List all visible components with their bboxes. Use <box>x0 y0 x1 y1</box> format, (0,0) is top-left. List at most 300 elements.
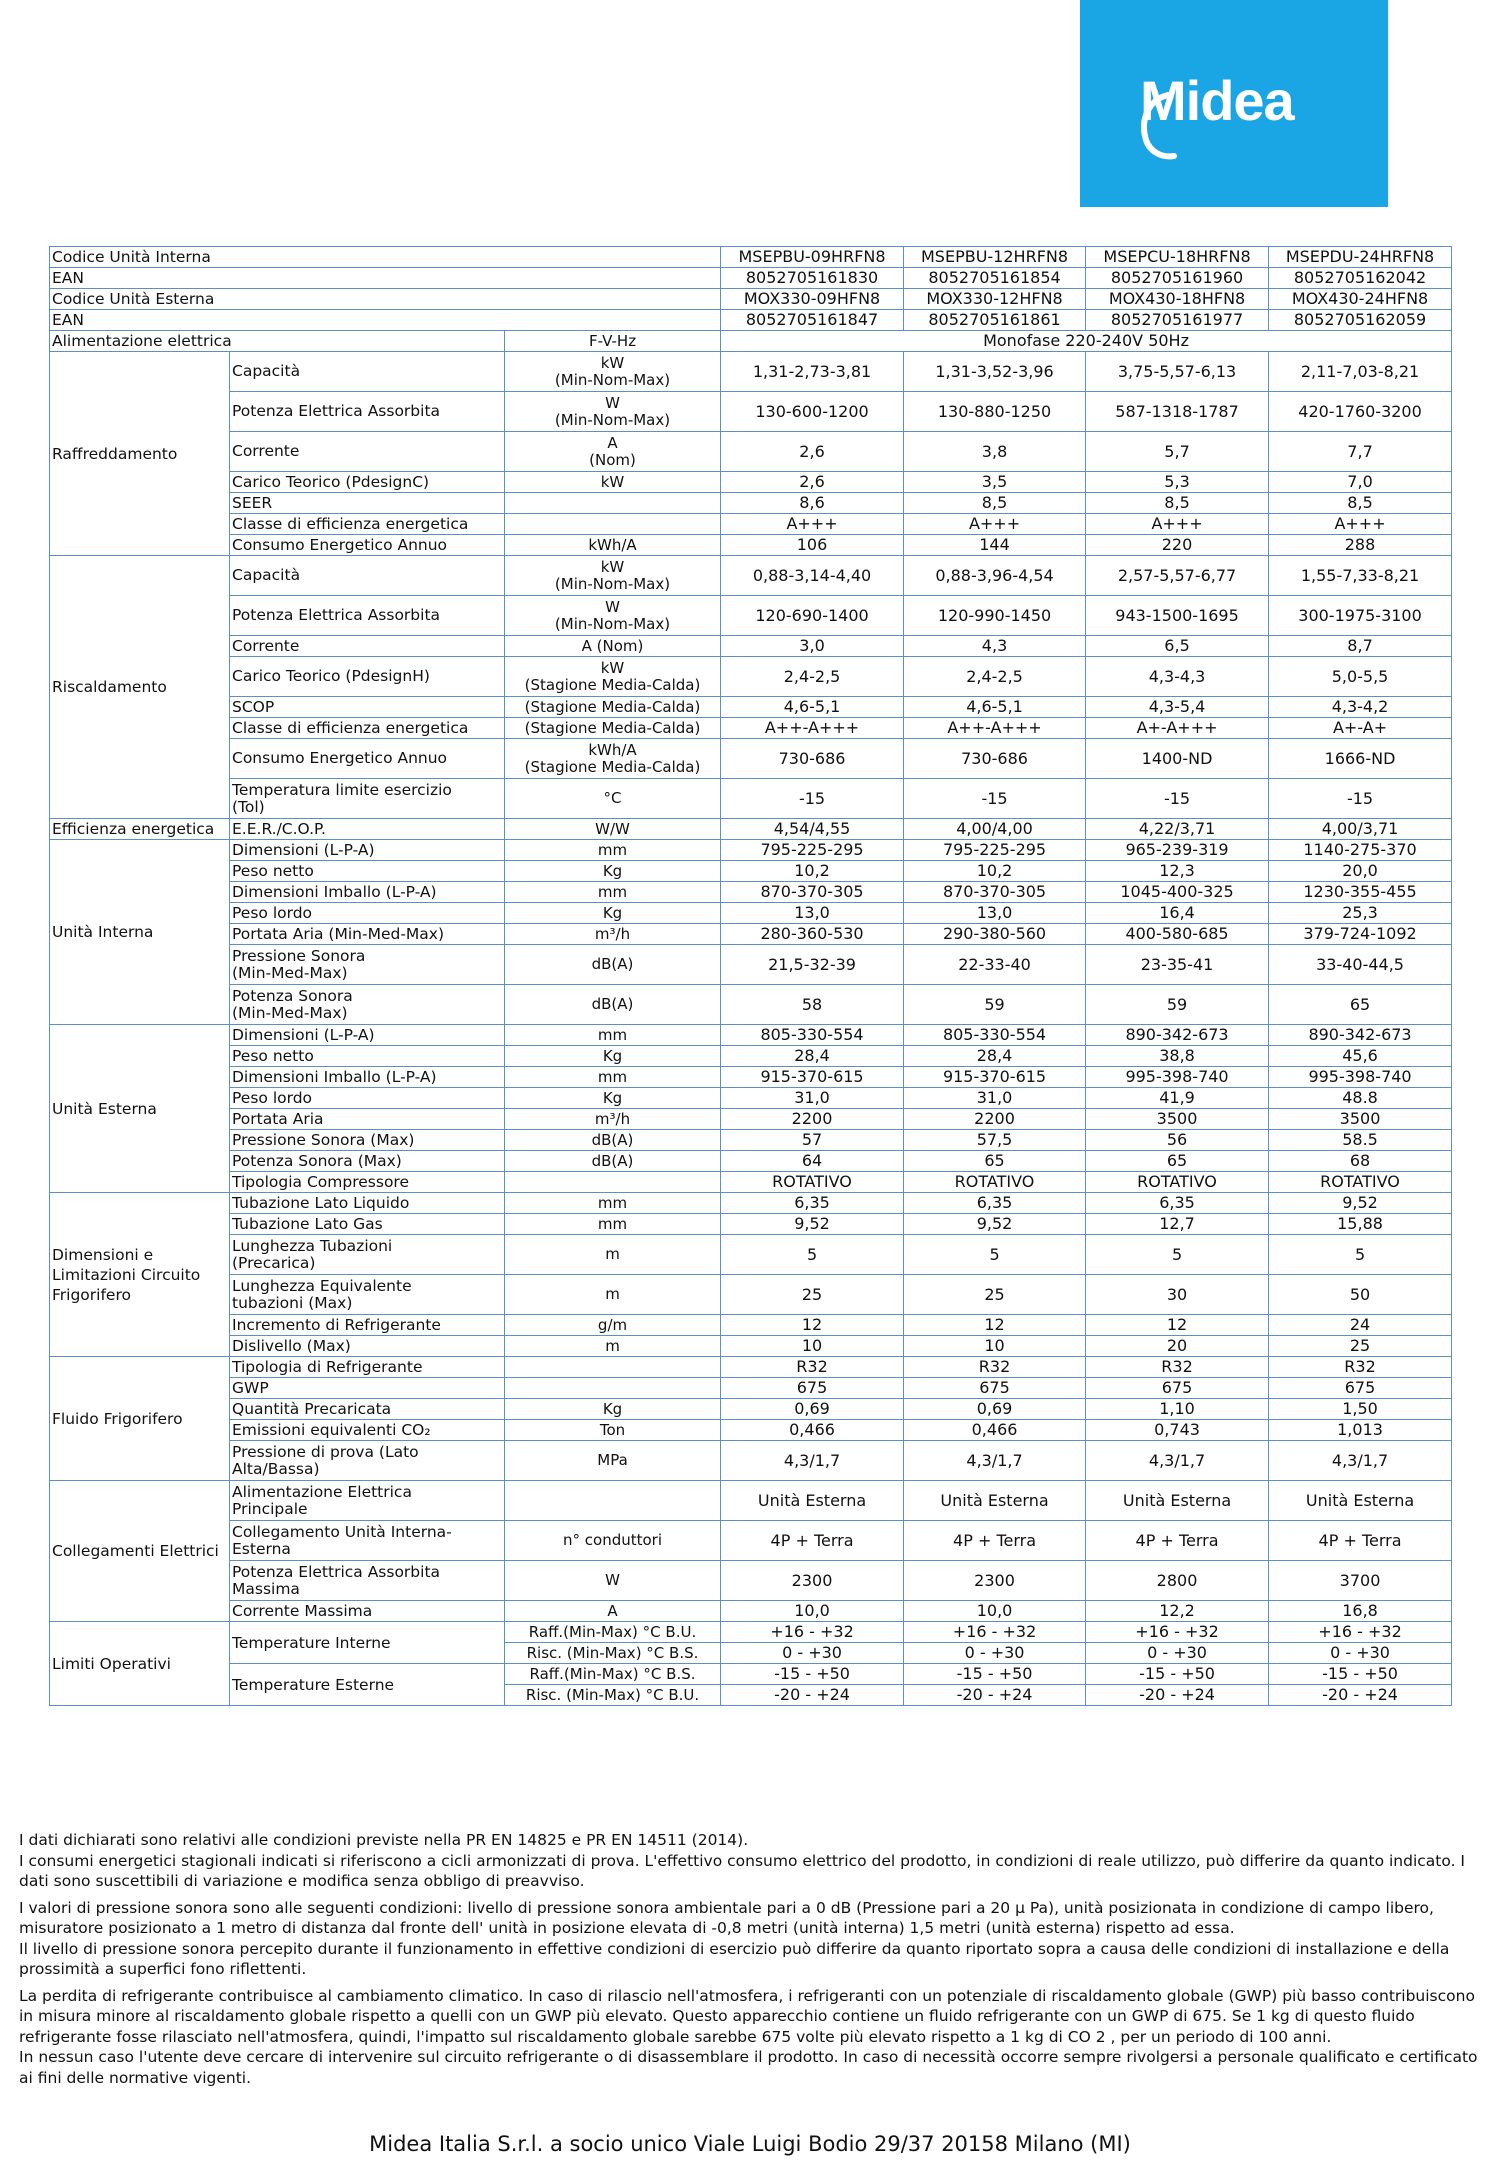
value-cell: 8052705161847 <box>721 310 904 331</box>
value-cell: -15 <box>1086 779 1269 819</box>
value-cell: 915-370-615 <box>904 1067 1086 1088</box>
table-row <box>50 1315 1452 1336</box>
value-cell: 22-33-40 <box>904 945 1086 985</box>
value-cell: -20 - +24 <box>721 1685 904 1706</box>
unit-cell: dB(A) <box>505 985 721 1025</box>
spec-table <box>49 246 1452 1706</box>
value-cell: 68 <box>1269 1151 1452 1172</box>
power-supply-label: Alimentazione elettrica <box>50 331 505 352</box>
value-cell: 420-1760-3200 <box>1269 392 1452 432</box>
value-cell: 1,50 <box>1269 1399 1452 1420</box>
value-cell: 130-880-1250 <box>904 392 1086 432</box>
unit-cell: °C <box>505 779 721 819</box>
value-cell: 12 <box>904 1315 1086 1336</box>
value-cell: 57 <box>721 1130 904 1151</box>
parameter-label: Dimensioni Imballo (L-P-A) <box>230 882 505 903</box>
unit-cell: Kg <box>505 1088 721 1109</box>
value-cell: -15 <box>721 779 904 819</box>
value-cell: 0,88-3,14-4,40 <box>721 556 904 596</box>
value-cell: 12 <box>1086 1315 1269 1336</box>
parameter-label: Pressione di prova (Lato Alta/Bassa) <box>230 1441 505 1481</box>
table-row <box>50 310 1452 331</box>
value-cell: MSEPDU-24HRFN8 <box>1269 247 1452 268</box>
unit-cell: W (Min-Nom-Max) <box>505 596 721 636</box>
value-cell: 870-370-305 <box>721 882 904 903</box>
parameter-label: Tipologia Compressore <box>230 1172 505 1193</box>
value-cell: 31,0 <box>721 1088 904 1109</box>
table-row <box>50 1336 1452 1357</box>
value-cell: MOX430-24HFN8 <box>1269 289 1452 310</box>
parameter-label: Dimensioni Imballo (L-P-A) <box>230 1067 505 1088</box>
parameter-label: Lunghezza Equivalente tubazioni (Max) <box>230 1275 505 1315</box>
table-row <box>50 739 1452 779</box>
value-cell: 25,3 <box>1269 903 1452 924</box>
value-cell: 943-1500-1695 <box>1086 596 1269 636</box>
value-cell: 4,3/1,7 <box>904 1441 1086 1481</box>
value-cell: 58.5 <box>1269 1130 1452 1151</box>
value-cell: A+-A+ <box>1269 718 1452 739</box>
parameter-label: Pressione Sonora (Min-Med-Max) <box>230 945 505 985</box>
value-cell: 4,3/1,7 <box>1269 1441 1452 1481</box>
unit-cell: n° conduttori <box>505 1521 721 1561</box>
value-cell: 9,52 <box>904 1214 1086 1235</box>
value-cell: 57,5 <box>904 1130 1086 1151</box>
value-cell: 5 <box>1269 1235 1452 1275</box>
parameter-label: Temperature Esterne <box>230 1664 505 1706</box>
unit-cell: W (Min-Nom-Max) <box>505 392 721 432</box>
unit-cell: dB(A) <box>505 945 721 985</box>
value-cell: 31,0 <box>904 1088 1086 1109</box>
table-row <box>50 1088 1452 1109</box>
value-cell: -20 - +24 <box>1269 1685 1452 1706</box>
parameter-label: Tubazione Lato Liquido <box>230 1193 505 1214</box>
parameter-label: SCOP <box>230 697 505 718</box>
unit-cell <box>505 1378 721 1399</box>
value-cell: 6,5 <box>1086 636 1269 657</box>
value-cell: 16,4 <box>1086 903 1269 924</box>
parameter-label: Corrente <box>230 636 505 657</box>
unit-cell: mm <box>505 1214 721 1235</box>
value-cell: -20 - +24 <box>1086 1685 1269 1706</box>
table-row <box>50 1046 1452 1067</box>
value-cell: A+++ <box>1086 514 1269 535</box>
table-row <box>50 697 1452 718</box>
value-cell: 300-1975-3100 <box>1269 596 1452 636</box>
value-cell: 48.8 <box>1269 1088 1452 1109</box>
unit-cell: Risc. (Min-Max) °C B.U. <box>505 1685 721 1706</box>
value-cell: 8052705161854 <box>904 268 1086 289</box>
value-cell: 65 <box>1269 985 1452 1025</box>
value-cell: 8052705161977 <box>1086 310 1269 331</box>
group-label: Unità Esterna <box>50 1025 230 1193</box>
value-cell: 675 <box>904 1378 1086 1399</box>
value-cell: 8,6 <box>721 493 904 514</box>
table-row <box>50 1399 1452 1420</box>
value-cell: 41,9 <box>1086 1088 1269 1109</box>
value-cell: 4,3 <box>904 636 1086 657</box>
value-cell: 7,7 <box>1269 432 1452 472</box>
value-cell: 0 - +30 <box>1269 1643 1452 1664</box>
value-cell: 675 <box>1086 1378 1269 1399</box>
value-cell: 1666-ND <box>1269 739 1452 779</box>
unit-cell: kW (Min-Nom-Max) <box>505 556 721 596</box>
value-cell: 13,0 <box>904 903 1086 924</box>
parameter-label: Classe di efficienza energetica <box>230 514 505 535</box>
unit-cell: kW <box>505 472 721 493</box>
parameter-label: Dimensioni (L-P-A) <box>230 1025 505 1046</box>
value-cell: 16,8 <box>1269 1601 1452 1622</box>
value-cell: ROTATIVO <box>1086 1172 1269 1193</box>
value-cell: 4,3-4,3 <box>1086 657 1269 697</box>
unit-cell: m <box>505 1275 721 1315</box>
table-row <box>50 392 1452 432</box>
unit-cell: W/W <box>505 819 721 840</box>
parameter-label: Corrente <box>230 432 505 472</box>
parameter-label: Temperatura limite esercizio (Tol) <box>230 779 505 819</box>
value-cell: 1,10 <box>1086 1399 1269 1420</box>
value-cell: 2800 <box>1086 1561 1269 1601</box>
parameter-label: Corrente Massima <box>230 1601 505 1622</box>
group-label: Riscaldamento <box>50 556 230 819</box>
value-cell: 288 <box>1269 535 1452 556</box>
value-cell: 65 <box>1086 1151 1269 1172</box>
table-row <box>50 1420 1452 1441</box>
group-label: Dimensioni e Limitazioni Circuito Frigorifero <box>50 1193 230 1357</box>
value-cell: 30 <box>1086 1275 1269 1315</box>
value-cell: 4,00/4,00 <box>904 819 1086 840</box>
value-cell: -15 <box>904 779 1086 819</box>
value-cell: MOX330-12HFN8 <box>904 289 1086 310</box>
value-cell: 0,466 <box>721 1420 904 1441</box>
table-row <box>50 1622 1452 1643</box>
table-row <box>50 1601 1452 1622</box>
unit-cell: Kg <box>505 1046 721 1067</box>
parameter-label: Potenza Elettrica Assorbita <box>230 596 505 636</box>
table-row <box>50 1130 1452 1151</box>
value-cell: 10 <box>904 1336 1086 1357</box>
spec-table-body <box>50 247 1452 1706</box>
value-cell: 220 <box>1086 535 1269 556</box>
footer-address: Midea Italia S.r.l. a socio unico Viale Luigi Bodio 29/37 20158 Milano (MI) <box>369 2132 1131 2156</box>
value-cell: 4P + Terra <box>904 1521 1086 1561</box>
value-cell: 400-580-685 <box>1086 924 1269 945</box>
table-row <box>50 657 1452 697</box>
value-cell: 1,013 <box>1269 1420 1452 1441</box>
value-cell: 50 <box>1269 1275 1452 1315</box>
value-cell: 12,3 <box>1086 861 1269 882</box>
value-cell: MSEPBU-09HRFN8 <box>721 247 904 268</box>
value-cell: 2200 <box>904 1109 1086 1130</box>
parameter-label: Peso lordo <box>230 903 505 924</box>
value-cell: 965-239-319 <box>1086 840 1269 861</box>
parameter-label: Dimensioni (L-P-A) <box>230 840 505 861</box>
unit-cell: A (Nom) <box>505 636 721 657</box>
value-cell: 675 <box>721 1378 904 1399</box>
value-cell: +16 - +32 <box>904 1622 1086 1643</box>
group-label: Collegamenti Elettrici <box>50 1481 230 1622</box>
table-row <box>50 636 1452 657</box>
value-cell: 59 <box>1086 985 1269 1025</box>
unit-cell: dB(A) <box>505 1151 721 1172</box>
value-cell: 8052705161830 <box>721 268 904 289</box>
parameter-label: Carico Teorico (PdesignC) <box>230 472 505 493</box>
value-cell: 45,6 <box>1269 1046 1452 1067</box>
value-cell: 995-398-740 <box>1269 1067 1452 1088</box>
parameter-label: Tipologia di Refrigerante <box>230 1357 505 1378</box>
table-row <box>50 945 1452 985</box>
parameter-label: Potenza Elettrica Assorbita <box>230 392 505 432</box>
value-cell: 33-40-44,5 <box>1269 945 1452 985</box>
value-cell: 4,6-5,1 <box>721 697 904 718</box>
value-cell: 890-342-673 <box>1086 1025 1269 1046</box>
table-row <box>50 1521 1452 1561</box>
value-cell: 2300 <box>904 1561 1086 1601</box>
value-cell: 5 <box>1086 1235 1269 1275</box>
group-label: Unità Interna <box>50 840 230 1025</box>
unit-cell: mm <box>505 840 721 861</box>
note-4: Il livello di pressione sonora percepito durante il funzionamento in effettive condizioni di esercizio può differire da quanto riportato sopra a causa delle condizioni di installazione e della prossimità a superfici fono riflettenti. <box>19 1939 1450 1978</box>
table-row <box>50 718 1452 739</box>
value-cell: 2300 <box>721 1561 904 1601</box>
value-cell: Unità Esterna <box>1086 1481 1269 1521</box>
unit-cell <box>505 1481 721 1521</box>
table-row <box>50 556 1452 596</box>
value-cell: ROTATIVO <box>721 1172 904 1193</box>
table-row <box>50 1275 1452 1315</box>
value-cell: 10,0 <box>904 1601 1086 1622</box>
unit-cell: mm <box>505 1025 721 1046</box>
value-cell: 9,52 <box>1269 1193 1452 1214</box>
parameter-label: Peso lordo <box>230 1088 505 1109</box>
value-cell: 1045-400-325 <box>1086 882 1269 903</box>
value-cell: Unità Esterna <box>1269 1481 1452 1521</box>
table-row <box>50 1481 1452 1521</box>
value-cell: 1,31-2,73-3,81 <box>721 352 904 392</box>
unit-cell: MPa <box>505 1441 721 1481</box>
value-cell: 8052705161960 <box>1086 268 1269 289</box>
table-row <box>50 432 1452 472</box>
parameter-label: Dislivello (Max) <box>230 1336 505 1357</box>
note-2: I consumi energetici stagionali indicati si riferiscono a cicli armonizzati di prova. L'effettivo consumo elettrico del prodotto, in condizioni di reale utilizzo, può differire da quanto indicato. I dati sono suscettibili di variazione e modifica senza obbligo di preavviso. <box>19 1851 1466 1890</box>
value-cell: -15 - +50 <box>1269 1664 1452 1685</box>
value-cell: 3,5 <box>904 472 1086 493</box>
unit-cell: Raff.(Min-Max) °C B.S. <box>505 1664 721 1685</box>
value-cell: 2,4-2,5 <box>904 657 1086 697</box>
unit-cell: Kg <box>505 1399 721 1420</box>
value-cell: +16 - +32 <box>721 1622 904 1643</box>
parameter-label: Potenza Sonora (Max) <box>230 1151 505 1172</box>
table-row <box>50 331 1452 352</box>
value-cell: MOX430-18HFN8 <box>1086 289 1269 310</box>
value-cell: 58 <box>721 985 904 1025</box>
table-row <box>50 924 1452 945</box>
value-cell: -15 - +50 <box>1086 1664 1269 1685</box>
value-cell: 280-360-530 <box>721 924 904 945</box>
unit-cell: dB(A) <box>505 1130 721 1151</box>
parameter-label: Peso netto <box>230 1046 505 1067</box>
value-cell: 4P + Terra <box>721 1521 904 1561</box>
unit-cell <box>505 1172 721 1193</box>
parameter-label: Tubazione Lato Gas <box>230 1214 505 1235</box>
unit-cell <box>505 493 721 514</box>
value-cell: 4,6-5,1 <box>904 697 1086 718</box>
value-cell: 15,88 <box>1269 1214 1452 1235</box>
value-cell: 8052705161861 <box>904 310 1086 331</box>
parameter-label: Consumo Energetico Annuo <box>230 739 505 779</box>
unit-cell: Ton <box>505 1420 721 1441</box>
value-cell: 1230-355-455 <box>1269 882 1452 903</box>
unit-cell: Risc. (Min-Max) °C B.S. <box>505 1643 721 1664</box>
table-row <box>50 535 1452 556</box>
unit-cell: (Stagione Media-Calda) <box>505 697 721 718</box>
value-cell: 12,2 <box>1086 1601 1269 1622</box>
note-3: I valori di pressione sonora sono alle seguenti condizioni: livello di pressione sonora ambientale pari a 0 dB (Pressione pari a 20 µ Pa), unità posizionata in condizione di campo libero, misuratore posizionato a 1 metro di distanza dal fronte dell' unità in posizione elevata di -0,8 metri (unità interna) 1,5 metri (unità esterna) rispetto ad essa. <box>19 1898 1434 1937</box>
value-cell: 4,3/1,7 <box>1086 1441 1269 1481</box>
value-cell: 795-225-295 <box>904 840 1086 861</box>
table-row <box>50 1172 1452 1193</box>
value-cell: 0,69 <box>721 1399 904 1420</box>
parameter-label: Portata Aria (Min-Med-Max) <box>230 924 505 945</box>
table-row <box>50 472 1452 493</box>
value-cell: 290-380-560 <box>904 924 1086 945</box>
value-cell: 4,54/4,55 <box>721 819 904 840</box>
value-cell: 21,5-32-39 <box>721 945 904 985</box>
value-cell: 0,466 <box>904 1420 1086 1441</box>
value-cell: 8,5 <box>1269 493 1452 514</box>
power-supply-value: Monofase 220-240V 50Hz <box>721 331 1452 352</box>
unit-cell: m <box>505 1336 721 1357</box>
value-cell: +16 - +32 <box>1269 1622 1452 1643</box>
table-row <box>50 882 1452 903</box>
unit-cell <box>505 514 721 535</box>
table-row <box>50 1664 1452 1685</box>
table-row <box>50 779 1452 819</box>
value-cell: A+++ <box>1269 514 1452 535</box>
value-cell: -15 <box>1269 779 1452 819</box>
value-cell: 28,4 <box>904 1046 1086 1067</box>
value-cell: 1,31-3,52-3,96 <box>904 352 1086 392</box>
value-cell: 2200 <box>721 1109 904 1130</box>
table-row <box>50 493 1452 514</box>
value-cell: 106 <box>721 535 904 556</box>
table-row <box>50 1193 1452 1214</box>
value-cell: R32 <box>721 1357 904 1378</box>
parameter-label: Emissioni equivalenti CO₂ <box>230 1420 505 1441</box>
unit-cell: g/m <box>505 1315 721 1336</box>
value-cell: 4,3/1,7 <box>721 1441 904 1481</box>
value-cell: 56 <box>1086 1130 1269 1151</box>
outdoor-unit-code-label: Codice Unità Esterna <box>50 289 721 310</box>
ean-label: EAN <box>50 268 721 289</box>
unit-cell: mm <box>505 882 721 903</box>
value-cell: 4,3-4,2 <box>1269 697 1452 718</box>
brand-name: Midea <box>1140 69 1294 132</box>
value-cell: -15 - +50 <box>721 1664 904 1685</box>
value-cell: 1400-ND <box>1086 739 1269 779</box>
value-cell: 730-686 <box>721 739 904 779</box>
midea-logo <box>1080 0 1388 207</box>
value-cell: 1140-275-370 <box>1269 840 1452 861</box>
table-row <box>50 352 1452 392</box>
table-row <box>50 840 1452 861</box>
value-cell: Unità Esterna <box>721 1481 904 1521</box>
value-cell: 379-724-1092 <box>1269 924 1452 945</box>
table-row <box>50 1561 1452 1601</box>
value-cell: -15 - +50 <box>904 1664 1086 1685</box>
unit-cell: (Stagione Media-Calda) <box>505 718 721 739</box>
unit-cell: m³/h <box>505 924 721 945</box>
table-row <box>50 1109 1452 1130</box>
value-cell: 8,5 <box>1086 493 1269 514</box>
value-cell: 0,743 <box>1086 1420 1269 1441</box>
value-cell: 23-35-41 <box>1086 945 1269 985</box>
table-row <box>50 819 1452 840</box>
value-cell: 5,7 <box>1086 432 1269 472</box>
value-cell: 25 <box>1269 1336 1452 1357</box>
value-cell: 587-1318-1787 <box>1086 392 1269 432</box>
ean-label: EAN <box>50 310 721 331</box>
table-row <box>50 1235 1452 1275</box>
value-cell: 795-225-295 <box>721 840 904 861</box>
parameter-label: Quantità Precaricata <box>230 1399 505 1420</box>
note-1: I dati dichiarati sono relativi alle condizioni previste nella PR EN 14825 e PR EN 14511 (2014). <box>19 1831 749 1849</box>
table-row <box>50 1067 1452 1088</box>
unit-cell: m <box>505 1235 721 1275</box>
table-row <box>50 596 1452 636</box>
value-cell: 144 <box>904 535 1086 556</box>
value-cell: 12,7 <box>1086 1214 1269 1235</box>
parameter-label: Incremento di Refrigerante <box>230 1315 505 1336</box>
unit-cell: kW (Stagione Media-Calda) <box>505 657 721 697</box>
value-cell: 120-690-1400 <box>721 596 904 636</box>
value-cell: 890-342-673 <box>1269 1025 1452 1046</box>
table-row <box>50 1151 1452 1172</box>
unit-cell: Kg <box>505 861 721 882</box>
value-cell: MSEPBU-12HRFN8 <box>904 247 1086 268</box>
value-cell: 12 <box>721 1315 904 1336</box>
value-cell: 20 <box>1086 1336 1269 1357</box>
value-cell: A+++ <box>904 514 1086 535</box>
value-cell: 8,5 <box>904 493 1086 514</box>
unit-cell: kW (Min-Nom-Max) <box>505 352 721 392</box>
value-cell: 0 - +30 <box>721 1643 904 1664</box>
value-cell: R32 <box>1086 1357 1269 1378</box>
table-row <box>50 861 1452 882</box>
value-cell: 3,8 <box>904 432 1086 472</box>
table-row <box>50 903 1452 924</box>
value-cell: 2,6 <box>721 472 904 493</box>
parameter-label: Collegamento Unità Interna- Esterna <box>230 1521 505 1561</box>
value-cell: 6,35 <box>1086 1193 1269 1214</box>
table-row <box>50 1357 1452 1378</box>
value-cell: 675 <box>1269 1378 1452 1399</box>
value-cell: 4P + Terra <box>1269 1521 1452 1561</box>
notes <box>19 1830 1489 2094</box>
value-cell: 3500 <box>1086 1109 1269 1130</box>
value-cell: 3500 <box>1269 1109 1452 1130</box>
parameter-label: E.E.R./C.O.P. <box>230 819 505 840</box>
value-cell: 730-686 <box>904 739 1086 779</box>
value-cell: 0 - +30 <box>1086 1643 1269 1664</box>
parameter-label: Pressione Sonora (Max) <box>230 1130 505 1151</box>
value-cell: ROTATIVO <box>1269 1172 1452 1193</box>
value-cell: 805-330-554 <box>904 1025 1086 1046</box>
value-cell: 59 <box>904 985 1086 1025</box>
efficiency-label: Efficienza energetica <box>50 819 230 840</box>
value-cell: A++-A+++ <box>721 718 904 739</box>
value-cell: 10,2 <box>904 861 1086 882</box>
value-cell: 995-398-740 <box>1086 1067 1269 1088</box>
